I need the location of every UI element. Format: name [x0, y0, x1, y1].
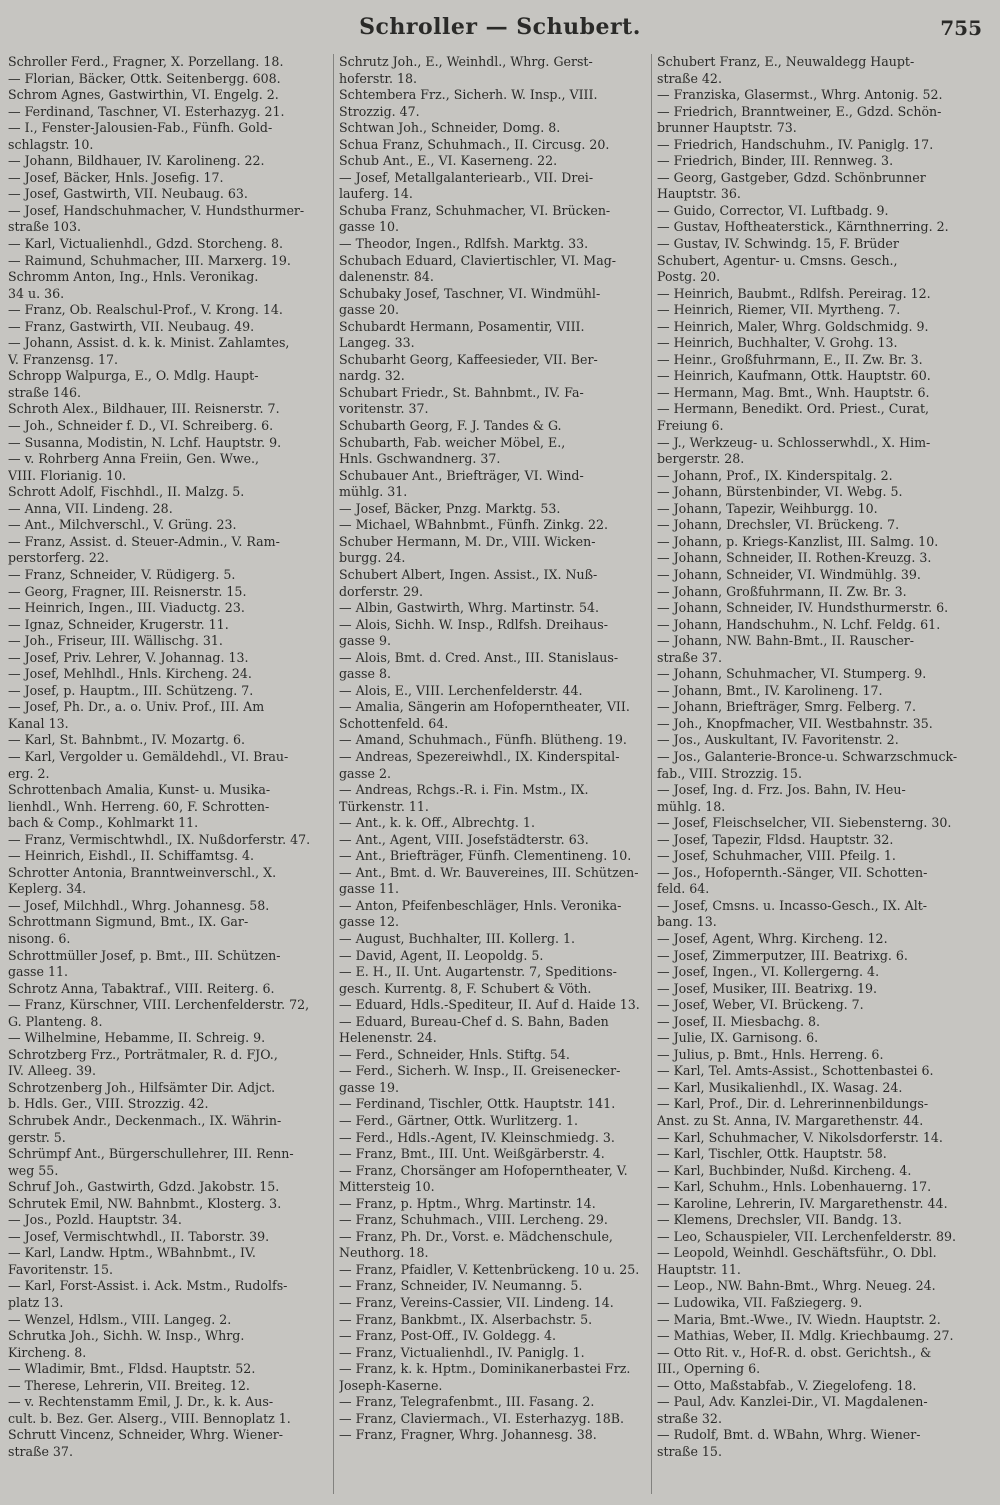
directory-entry-line: Schtwan Joh., Schneider, Domg. 8.	[339, 120, 561, 136]
directory-entry-line: — Josef, Ing. d. Frz. Jos. Bahn, IV. Heu-	[657, 782, 906, 798]
directory-entry-line: — Johann, NW. Bahn-Bmt., II. Rauscher-	[657, 633, 915, 649]
directory-entry-line: Schrottmüller Josef, p. Bmt., III. Schützen-	[8, 947, 281, 963]
directory-entry-line: — Josef, Bäcker, Pnzg. Marktg. 53.	[339, 500, 561, 516]
directory-entry-line: — J., Werkzeug- u. Schlosserwhdl., X. Him-	[657, 434, 931, 450]
directory-entry-line: — Heinrich, Riemer, VII. Myrtheng. 7.	[657, 302, 901, 318]
directory-entry-line: — Johann, Tapezir, Weihburgg. 10.	[657, 500, 878, 516]
directory-entry-line: Schub Ant., E., VI. Kaserneng. 22.	[339, 153, 558, 169]
directory-entry-line: mühlg. 18.	[657, 798, 726, 814]
directory-entry-line: weg 55.	[8, 1162, 59, 1178]
directory-entry-line: — Susanna, Modistin, N. Lchf. Hauptstr. 9.	[8, 434, 282, 450]
directory-entry-line: — Friedrich, Branntweiner, E., Gdzd. Schön-	[657, 103, 942, 119]
directory-entry-line: — Joh., Friseur, III. Wällischg. 31.	[8, 633, 223, 649]
directory-entry-line: — Florian, Bäcker, Ottk. Seitenbergg. 608.	[8, 70, 281, 86]
directory-entry-line: — Ferd., Gärtner, Ottk. Wurlitzerg. 1.	[339, 1113, 579, 1128]
directory-entry-line: — Franz, Bankbmt., IX. Alserbachstr. 5.	[339, 1311, 593, 1327]
directory-entry-line: Hauptstr. 11.	[657, 1261, 741, 1277]
directory-entry-line: bang. 13.	[657, 914, 717, 930]
directory-entry-line: bach & Comp., Kohlmarkt 11.	[8, 815, 199, 831]
directory-entry-line: — Jos., Auskultant, IV. Favoritenstr. 2.	[657, 732, 899, 748]
directory-entry-line: — Theodor, Ingen., Rdlfsh. Marktg. 33.	[339, 236, 589, 252]
directory-entry-line: — E. H., II. Unt. Augartenstr. 7, Speditions-	[339, 964, 617, 980]
directory-entry-line: — David, Agent, II. Leopoldg. 5.	[339, 947, 544, 963]
directory-entry-line: Postg. 20.	[657, 269, 721, 285]
directory-entry-line: hoferstr. 18.	[339, 70, 418, 86]
directory-entry-line: Schubauer Ant., Briefträger, VI. Wind-	[339, 467, 584, 483]
directory-entry-line: — Johann, Handschuhm., N. Lchf. Feldg. 61.	[657, 616, 941, 632]
directory-entry-line: — Josef, Agent, Whrg. Kircheng. 12.	[657, 930, 888, 946]
directory-entry-line: — Ferd., Sicherh. W. Insp., II. Greisenecker-	[339, 1063, 621, 1079]
directory-entry-line: — Ant., k. k. Off., Albrechtg. 1.	[339, 815, 535, 831]
directory-entry-line: Schrom Agnes, Gastwirthin, VI. Engelg. 2.	[8, 87, 279, 103]
directory-entry-line: — Josef, Metallgalanteriearb., VII. Drei-	[339, 169, 594, 185]
directory-entry-line: straße 15.	[657, 1443, 722, 1459]
directory-entry-line: Schubart Friedr., St. Bahnbmt., IV. Fa-	[339, 384, 584, 400]
directory-entry-line: straße 37.	[8, 1443, 73, 1459]
directory-entry-line: — Franz, Assist. d. Steuer-Admin., V. Ram-	[8, 533, 280, 549]
directory-entry-line: — Josef, Priv. Lehrer, V. Johannag. 13.	[8, 649, 249, 665]
directory-entry-line: — Josef, Fleischselcher, VII. Siebensterng. 30.	[657, 815, 952, 831]
directory-entry-line: gasse 8.	[339, 666, 391, 682]
directory-entry-line: — Johann, Bmt., IV. Karolineng. 17.	[657, 682, 883, 698]
directory-entry-line: — Franz, Pfaidler, V. Kettenbrückeng. 10 u. 25.	[339, 1261, 640, 1277]
directory-entry-line: — Leo, Schauspieler, VII. Lerchenfelderstr. 89.	[657, 1228, 957, 1244]
directory-entry-line: — Ant., Bmt. d. Wr. Bauvereines, III. Schützen-	[339, 864, 639, 880]
directory-entry-line: — Mathias, Weber, II. Mdlg. Kriechbaumg. 27.	[657, 1328, 954, 1344]
directory-entry-line: Schubarth Georg, F. J. Tandes & G.	[339, 418, 562, 434]
column-2	[339, 54, 659, 1444]
directory-entry-line: — Franz, Post-Off., IV. Goldegg. 4.	[339, 1328, 556, 1344]
directory-entry-line: Schrümpf Ant., Bürgerschullehrer, III. Renn-	[8, 1146, 294, 1162]
directory-entry-line: — Josef, Vermischtwhdl., II. Taborstr. 39.	[8, 1228, 270, 1244]
directory-entry-line: — v. Rechtenstamm Emil, J. Dr., k. k. Aus-	[8, 1394, 274, 1410]
directory-entry-line: Schrutka Joh., Sichh. W. Insp., Whrg.	[8, 1328, 245, 1344]
directory-entry-line: — Josef, Mehlhdl., Hnls. Kircheng. 24.	[8, 666, 252, 682]
directory-entry-line: — Ant., Agent, VIII. Josefstädterstr. 63.	[339, 831, 589, 847]
directory-entry-line: — Ant., Briefträger, Fünfh. Clementineng. 10.	[339, 848, 632, 864]
directory-entry-line: — Andreas, Rchgs.-R. i. Fin. Mstm., IX.	[339, 782, 589, 798]
directory-entry-line: — Gustav, IV. Schwindg. 15, F. Brüder	[657, 236, 899, 252]
directory-entry-line: — Heinrich, Ingen., III. Viaductg. 23.	[8, 600, 245, 616]
directory-entry-line: — Wladimir, Bmt., Fldsd. Hauptstr. 52.	[8, 1361, 256, 1377]
directory-entry-line: — Johann, Bildhauer, IV. Karolineng. 22.	[8, 153, 265, 169]
directory-entry-line: Schubert Franz, E., Neuwaldegg Haupt-	[657, 54, 915, 69]
directory-entry-line: Schtembera Frz., Sicherh. W. Insp., VIII.	[339, 87, 598, 103]
directory-entry-line: — v. Rohrberg Anna Freiin, Gen. Wwe.,	[8, 451, 260, 467]
directory-entry-line: — Klemens, Drechsler, VII. Bandg. 13.	[657, 1212, 902, 1228]
directory-entry-line: brunner Hauptstr. 73.	[657, 120, 797, 136]
directory-entry-line: — Leop., NW. Bahn-Bmt., Whrg. Neueg. 24.	[657, 1278, 936, 1294]
directory-entry-line: — Josef, II. Miesbachg. 8.	[657, 1013, 820, 1029]
directory-entry-line: nisong. 6.	[8, 930, 71, 946]
directory-entry-line: — Franz, Fragner, Whrg. Johannesg. 38.	[339, 1427, 597, 1443]
directory-entry-line: — Karl, Tischler, Ottk. Hauptstr. 58.	[657, 1146, 887, 1162]
directory-entry-line: perstorferg. 22.	[8, 550, 109, 566]
directory-entry-line: straße 103.	[8, 219, 81, 235]
directory-entry-line: — Karl, Buchbinder, Nußd. Kircheng. 4.	[657, 1162, 912, 1178]
directory-entry-line: Anst. zu St. Anna, IV. Margarethenstr. 44.	[657, 1113, 924, 1128]
column-1	[8, 54, 328, 1460]
directory-entry-line: — Alois, Sichh. W. Insp., Rdlfsh. Dreihaus-	[339, 616, 608, 632]
directory-entry-line: — Therese, Lehrerin, VII. Breiteg. 12.	[8, 1377, 250, 1393]
directory-entry-line: — Karl, Victualienhdl., Gdzd. Storcheng. 8.	[8, 236, 283, 252]
directory-entry-line: — Josef, Handschuhmacher, V. Hundsthurmer-	[8, 202, 305, 218]
directory-entry-line: — Michael, WBahnbmt., Fünfh. Zinkg. 22.	[339, 517, 609, 533]
directory-entry-line: — Franz, Chorsänger am Hofoperntheater, V.	[339, 1162, 628, 1178]
directory-entry-line: V. Franzensg. 17.	[8, 351, 119, 367]
directory-entry-line: Schromm Anton, Ing., Hnls. Veronikag.	[8, 269, 259, 285]
directory-entry-line: lienhdl., Wnh. Herreng. 60, F. Schrotten-	[8, 798, 270, 814]
directory-entry-line: Kanal 13.	[8, 715, 69, 731]
directory-entry-line: burgg. 24.	[339, 550, 406, 566]
directory-entry-line: — Karl, Tel. Amts-Assist., Schottenbastei 6.	[657, 1063, 934, 1079]
directory-entry-line: — Jos., Galanterie-Bronce-u. Schwarzschmuck-	[657, 748, 958, 764]
directory-entry-line: — Heinrich, Kaufmann, Ottk. Hauptstr. 60.	[657, 368, 931, 384]
directory-entry-line: — Guido, Corrector, VI. Luftbadg. 9.	[657, 202, 889, 218]
directory-entry-line: Schrotz Anna, Tabaktraf., VIII. Reiterg. 6.	[8, 980, 275, 996]
directory-entry-line: — Franz, Schneider, IV. Neumanng. 5.	[339, 1278, 583, 1294]
directory-entry-line: feld. 64.	[657, 881, 710, 897]
directory-entry-line: Schrotzberg Frz., Porträtmaler, R. d. FJO.,	[8, 1046, 278, 1062]
directory-entry-line: Kircheng. 8.	[8, 1344, 87, 1360]
directory-entry-line: Schrutt Vincenz, Schneider, Whrg. Wiener-	[8, 1427, 284, 1443]
directory-entry-line: fab., VIII. Strozzig. 15.	[657, 765, 802, 781]
directory-entry-line: Schubach Eduard, Claviertischler, VI. Mag-	[339, 252, 617, 268]
directory-entry-line: — Franz, Ph. Dr., Vorst. e. Mädchenschule,	[339, 1228, 613, 1244]
directory-entry-line: gasse 2.	[339, 765, 391, 781]
directory-entry-line: — Franz, Vereins-Cassier, VII. Lindeng. 14.	[339, 1295, 614, 1311]
directory-entry-line: — Johann, Schneider, IV. Hundsthurmerstr. 6.	[657, 600, 949, 616]
directory-entry-line: b. Hdls. Ger., VIII. Strozzig. 42.	[8, 1096, 209, 1112]
directory-entry-line: — Johann, Großfuhrmann, II. Zw. Br. 3.	[657, 583, 907, 599]
directory-entry-line: — Franz, Victualienhdl., IV. Paniglg. 1.	[339, 1344, 585, 1360]
directory-entry-line: Schrutek Emil, NW. Bahnbmt., Klosterg. 3.	[8, 1195, 282, 1211]
directory-entry-line: — Anton, Pfeifenbeschläger, Hnls. Veronika-	[339, 897, 622, 913]
directory-entry-line: Schrottmann Sigmund, Bmt., IX. Gar-	[8, 914, 249, 930]
directory-entry-line: dalenenstr. 84.	[339, 269, 434, 285]
page-number: 755	[940, 16, 982, 40]
directory-entry-line: Hauptstr. 36.	[657, 186, 741, 202]
directory-entry-line: — Josef, Bäcker, Hnls. Josefig. 17.	[8, 169, 224, 185]
directory-entry-line: — Alois, E., VIII. Lerchenfelderstr. 44.	[339, 682, 583, 698]
directory-entry-line: — August, Buchhalter, III. Kollerg. 1.	[339, 930, 576, 946]
directory-entry-line: — Josef, Weber, VI. Brückeng. 7.	[657, 997, 864, 1013]
directory-entry-line: — Maria, Bmt.-Wwe., IV. Wiedn. Hauptstr. 2.	[657, 1311, 941, 1327]
directory-entry-line: Schrutz Joh., E., Weinhdl., Whrg. Gerst-	[339, 54, 593, 69]
directory-entry-line: — Georg, Fragner, III. Reisnerstr. 15.	[8, 583, 247, 599]
directory-entry-line: Schubert, Agentur- u. Cmsns. Gesch.,	[657, 252, 898, 268]
directory-entry-line: Schubarth, Fab. weicher Möbel, E.,	[339, 434, 566, 450]
directory-entry-line: G. Planteng. 8.	[8, 1013, 103, 1029]
directory-entry-line: — Hermann, Benedikt. Ord. Priest., Curat,	[657, 401, 930, 417]
directory-entry-line: — Johann, p. Kriegs-Kanzlist, III. Salmg. 10.	[657, 533, 939, 549]
directory-entry-line: — Ferdinand, Tischler, Ottk. Hauptstr. 141.	[339, 1096, 616, 1112]
directory-entry-line: — Josef, Musiker, III. Beatrixg. 19.	[657, 980, 878, 996]
directory-entry-line: — Franz, Telegrafenbmt., III. Fasang. 2.	[339, 1394, 595, 1410]
directory-entry-line: — Heinr., Großfuhrmann, E., II. Zw. Br. 3.	[657, 351, 923, 367]
directory-entry-line: Türkenstr. 11.	[339, 798, 429, 814]
directory-entry-line: Schrottenbach Amalia, Kunst- u. Musika-	[8, 782, 271, 798]
directory-entry-line: gasse 11.	[8, 964, 68, 980]
directory-entry-line: — Franz, k. k. Hptm., Dominikanerbastei Frz.	[339, 1361, 631, 1377]
directory-entry-line: voritenstr. 37.	[339, 401, 429, 417]
directory-entry-line: lauferg. 14.	[339, 186, 413, 202]
directory-entry-line: Mittersteig 10.	[339, 1179, 435, 1195]
directory-entry-line: mühlg. 31.	[339, 484, 408, 500]
directory-entry-line: — Josef, Ingen., VI. Kollergerng. 4.	[657, 964, 880, 980]
directory-entry-line: — Karl, St. Bahnbmt., IV. Mozartg. 6.	[8, 732, 245, 748]
directory-entry-line: Joseph-Kaserne.	[339, 1377, 443, 1393]
directory-entry-line: — Franz, Ob. Realschul-Prof., V. Krong. 14.	[8, 302, 283, 318]
directory-entry-line: — Julius, p. Bmt., Hnls. Herreng. 6.	[657, 1046, 884, 1062]
directory-entry-line: — Ludowika, VII. Faßziegerg. 9.	[657, 1295, 863, 1311]
directory-entry-line: — I., Fenster-Jalousien-Fab., Fünfh. Gold-	[8, 120, 273, 136]
directory-entry-line: — Otto Rit. v., Hof-R. d. obst. Gerichtsh., &	[657, 1344, 932, 1360]
directory-entry-line: gasse 11.	[339, 881, 399, 897]
directory-entry-line: Schubert Albert, Ingen. Assist., IX. Nuß-	[339, 566, 598, 582]
directory-entry-line: Schua Franz, Schuhmach., II. Circusg. 20.	[339, 136, 610, 152]
directory-entry-line: — Joh., Knopfmacher, VII. Westbahnstr. 35.	[657, 715, 933, 731]
directory-entry-line: — Joh., Schneider f. D., VI. Schreiberg. 6.	[8, 418, 274, 434]
directory-entry-line: Schubaky Josef, Taschner, VI. Windmühl-	[339, 285, 601, 301]
directory-entry-line: straße 146.	[8, 384, 81, 400]
directory-entry-line: — Karl, Schuhm., Hnls. Lobenhauerng. 17.	[657, 1179, 932, 1195]
directory-entry-line: — Franz, Gastwirth, VII. Neubaug. 49.	[8, 318, 255, 334]
directory-entry-line: bergerstr. 28.	[657, 451, 745, 467]
directory-entry-line: — Franziska, Glasermst., Whrg. Antonig. 52.	[657, 87, 943, 103]
directory-entry-line: — Johann, Schuhmacher, VI. Stumperg. 9.	[657, 666, 927, 682]
directory-entry-line: — Raimund, Schuhmacher, III. Marxerg. 19.	[8, 252, 291, 268]
directory-entry-line: III., Operning 6.	[657, 1361, 761, 1377]
directory-entry-line: — Franz, Kürschner, VIII. Lerchenfelderstr. 72,	[8, 997, 310, 1013]
directory-entry-line: — Heinrich, Eishdl., II. Schiffamtsg. 4.	[8, 848, 255, 864]
directory-entry-line: — Andreas, Spezereiwhdl., IX. Kinderspital-	[339, 748, 620, 764]
directory-entry-line: — Heinrich, Buchhalter, V. Grohg. 13.	[657, 335, 898, 351]
directory-entry-line: Helenenstr. 24.	[339, 1030, 437, 1046]
directory-entry-line: — Karl, Vergolder u. Gemäldehdl., VI. Brau-	[8, 748, 289, 764]
directory-entry-line: — Georg, Gastgeber, Gdzd. Schönbrunner	[657, 169, 926, 185]
directory-entry-line: — Heinrich, Maler, Whrg. Goldschmidg. 9.	[657, 318, 929, 334]
directory-entry-line: — Ferd., Hdls.-Agent, IV. Kleinschmiedg. 3.	[339, 1129, 615, 1145]
directory-entry-line: — Josef, Cmsns. u. Incasso-Gesch., IX. Alt-	[657, 897, 928, 913]
directory-entry-line: Schrotzenberg Joh., Hilfsämter Dir. Adjct.	[8, 1079, 276, 1095]
directory-entry-line: — Johann, Schneider, VI. Windmühlg. 39.	[657, 566, 921, 582]
directory-entry-line: — Josef, p. Hauptm., III. Schützeng. 7.	[8, 682, 254, 698]
directory-entry-line: — Jos., Hofopernth.-Sänger, VII. Schotten-	[657, 864, 928, 880]
directory-entry-line: — Karl, Forst-Assist. i. Ack. Mstm., Rudolfs-	[8, 1278, 288, 1294]
directory-entry-line: cult. b. Bez. Ger. Alserg., VIII. Bennoplatz 1.	[8, 1410, 291, 1426]
directory-entry-line: — Johann, Assist. d. k. k. Minist. Zahlamtes,	[8, 335, 290, 351]
directory-entry-line: — Josef, Milchhdl., Whrg. Johannesg. 58.	[8, 897, 270, 913]
directory-entry-line: gasse 20.	[339, 302, 399, 318]
directory-entry-line: — Albin, Gastwirth, Whrg. Martinstr. 54.	[339, 600, 599, 616]
directory-entry-line: — Franz, Claviermach., VI. Esterhazyg. 18B.	[339, 1410, 625, 1426]
directory-entry-line: — Ferdinand, Taschner, VI. Esterhazyg. 21.	[8, 103, 285, 119]
directory-entry-line: platz 13.	[8, 1295, 64, 1311]
directory-entry-line: erg. 2.	[8, 765, 50, 781]
directory-entry-line: — Josef, Tapezir, Fldsd. Hauptstr. 32.	[657, 831, 894, 847]
running-head: Schroller — Schubert.	[359, 14, 641, 40]
directory-entry-line: Schubarht Georg, Kaffeesieder, VII. Ber-	[339, 351, 598, 367]
directory-entry-line: — Heinrich, Baubmt., Rdlfsh. Pereirag. 12.	[657, 285, 931, 301]
directory-entry-line: — Johann, Prof., IX. Kinderspitalg. 2.	[657, 467, 893, 483]
directory-entry-line: IV. Alleeg. 39.	[8, 1063, 97, 1079]
directory-entry-line: schlagstr. 10.	[8, 136, 94, 152]
directory-entry-line: — Jos., Pozld. Hauptstr. 34.	[8, 1212, 182, 1228]
directory-entry-line: Schubardt Hermann, Posamentir, VIII.	[339, 318, 585, 334]
directory-entry-line: Strozzig. 47.	[339, 103, 420, 119]
directory-entry-line: — Amand, Schuhmach., Fünfh. Blütheng. 19.	[339, 732, 627, 748]
directory-entry-line: Schuba Franz, Schuhmacher, VI. Brücken-	[339, 202, 611, 218]
directory-entry-line: nardg. 32.	[339, 368, 405, 384]
directory-entry-line: — Franz, p. Hptm., Whrg. Martinstr. 14.	[339, 1195, 596, 1211]
directory-entry-line: — Franz, Schneider, V. Rüdigerg. 5.	[8, 566, 236, 582]
directory-entry-line: gasse 9.	[339, 633, 391, 649]
directory-entry-line: dorferstr. 29.	[339, 583, 423, 599]
directory-entry-line: — Josef, Zimmerputzer, III. Beatrixg. 6.	[657, 947, 908, 963]
directory-entry-line: straße 37.	[657, 649, 722, 665]
directory-entry-line: gasse 19.	[339, 1079, 399, 1095]
directory-entry-line: Freiung 6.	[657, 418, 724, 434]
directory-entry-line: Favoritenstr. 15.	[8, 1261, 113, 1277]
directory-entry-line: — Josef, Schuhmacher, VIII. Pfeilg. 1.	[657, 848, 896, 864]
directory-entry-line: — Ant., Milchverschl., V. Grüng. 23.	[8, 517, 237, 533]
directory-entry-line: — Friedrich, Handschuhm., IV. Paniglg. 17.	[657, 136, 934, 152]
directory-entry-line: — Eduard, Bureau-Chef d. S. Bahn, Baden	[339, 1013, 609, 1029]
directory-entry-line: — Karl, Prof., Dir. d. Lehrerinnenbildungs-	[657, 1096, 929, 1112]
directory-entry-line: VIII. Florianig. 10.	[8, 467, 127, 483]
directory-entry-line: Schuber Hermann, M. Dr., VIII. Wicken-	[339, 533, 596, 549]
directory-entry-line: Schrubek Andr., Deckenmach., IX. Währin-	[8, 1113, 282, 1128]
directory-entry-line: Neuthorg. 18.	[339, 1245, 429, 1261]
directory-entry-line: — Eduard, Hdls.-Spediteur, II. Auf d. Haide 13.	[339, 997, 640, 1013]
directory-entry-line: — Josef, Gastwirth, VII. Neubaug. 63.	[8, 186, 248, 202]
directory-entry-line: gerstr. 5.	[8, 1129, 66, 1145]
directory-entry-line: — Gustav, Hoftheaterstick., Kärnthnerring. 2.	[657, 219, 949, 235]
directory-entry-line: — Alois, Bmt. d. Cred. Anst., III. Stanislaus-	[339, 649, 619, 665]
column-rule-left	[333, 54, 334, 1494]
directory-entry-line: — Josef, Ph. Dr., a. o. Univ. Prof., III. Am	[8, 699, 265, 715]
directory-entry-line: — Johann, Bürstenbinder, VI. Webg. 5.	[657, 484, 903, 500]
directory-entry-line: — Johann, Drechsler, VI. Brückeng. 7.	[657, 517, 900, 533]
directory-entry-line: — Julie, IX. Garnisong. 6.	[657, 1030, 819, 1046]
directory-entry-line: Schruf Joh., Gastwirth, Gdzd. Jakobstr. 15.	[8, 1179, 280, 1195]
directory-entry-line: — Paul, Adv. Kanzlei-Dir., VI. Magdalenen-	[657, 1394, 928, 1410]
directory-entry-line: gasse 10.	[339, 219, 399, 235]
directory-entry-line: Keplerg. 34.	[8, 881, 87, 897]
directory-entry-line: — Karl, Musikalienhdl., IX. Wasag. 24.	[657, 1079, 903, 1095]
directory-entry-line: — Friedrich, Binder, III. Rennweg. 3.	[657, 153, 894, 169]
directory-entry-line: — Amalia, Sängerin am Hofoperntheater, VII.	[339, 699, 630, 715]
column-3	[657, 54, 977, 1460]
directory-entry-line: — Johann, Briefträger, Smrg. Felberg. 7.	[657, 699, 917, 715]
directory-entry-line: — Ignaz, Schneider, Krugerstr. 11.	[8, 616, 229, 632]
directory-entry-line: gesch. Kurrentg. 8, F. Schubert & Vöth.	[339, 980, 592, 996]
page-header	[0, 14, 1000, 48]
directory-entry-line: Schrotter Antonia, Branntweinverschl., X.	[8, 864, 277, 880]
directory-entry-line: — Otto, Maßstabfab., V. Ziegelofeng. 18.	[657, 1377, 917, 1393]
directory-entry-line: gasse 12.	[339, 914, 399, 930]
directory-entry-line: — Franz, Bmt., III. Unt. Weißgärberstr. 4.	[339, 1146, 605, 1162]
directory-entry-line: — Karoline, Lehrerin, IV. Margarethenstr. 44.	[657, 1195, 948, 1211]
directory-entry-line: — Franz, Vermischtwhdl., IX. Nußdorferstr. 47.	[8, 831, 311, 847]
directory-entry-line: straße 42.	[657, 70, 722, 86]
directory-entry-line: — Wilhelmine, Hebamme, II. Schreig. 9.	[8, 1030, 266, 1046]
directory-entry-line: Langeg. 33.	[339, 335, 415, 351]
directory-entry-line: Schrott Adolf, Fischhdl., II. Malzg. 5.	[8, 484, 245, 500]
directory-entry-line: 34 u. 36.	[8, 285, 65, 301]
directory-entry-line: — Hermann, Mag. Bmt., Wnh. Hauptstr. 6.	[657, 384, 930, 400]
directory-entry-line: — Wenzel, Hdlsm., VIII. Langeg. 2.	[8, 1311, 232, 1327]
directory-entry-line: — Johann, Schneider, II. Rothen-Kreuzg. 3.	[657, 550, 932, 566]
directory-entry-line: — Franz, Schuhmach., VIII. Lercheng. 29.	[339, 1212, 608, 1228]
directory-entry-line: — Rudolf, Bmt. d. WBahn, Whrg. Wiener-	[657, 1427, 921, 1443]
directory-entry-line: — Karl, Schuhmacher, V. Nikolsdorferstr. 14.	[657, 1129, 943, 1145]
directory-entry-line: — Leopold, Weinhdl. Geschäftsführ., O. Dbl.	[657, 1245, 937, 1261]
directory-entry-line: straße 32.	[657, 1410, 722, 1426]
directory-entry-line: Schroth Alex., Bildhauer, III. Reisnerstr. 7.	[8, 401, 280, 417]
directory-entry-line: Schroller Ferd., Fragner, X. Porzellang. 18.	[8, 54, 284, 69]
directory-entry-line: — Ferd., Schneider, Hnls. Stiftg. 54.	[339, 1046, 570, 1062]
directory-entry-line: Hnls. Gschwandnerg. 37.	[339, 451, 501, 467]
directory-entry-line: Schottenfeld. 64.	[339, 715, 449, 731]
directory-entry-line: — Anna, VII. Lindeng. 28.	[8, 500, 173, 516]
directory-entry-line: — Karl, Landw. Hptm., WBahnbmt., IV.	[8, 1245, 256, 1261]
directory-entry-line: Schropp Walpurga, E., O. Mdlg. Haupt-	[8, 368, 259, 384]
